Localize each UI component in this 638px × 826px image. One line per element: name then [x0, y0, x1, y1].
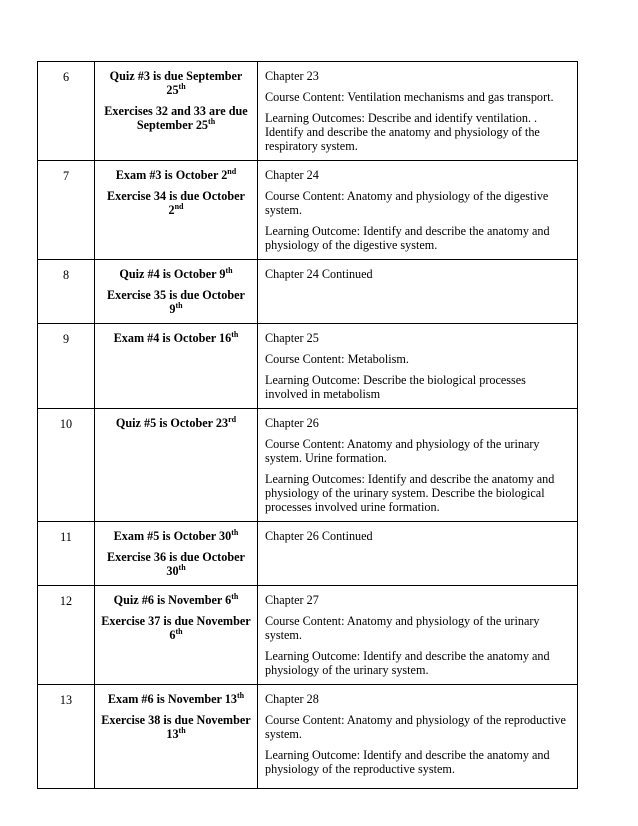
table-row [38, 685, 578, 789]
week-number: 9 [38, 324, 95, 409]
course-content: Course Content: Anatomy and physiology of the urinary system. [265, 614, 540, 642]
deadlines-cell [95, 586, 258, 685]
deadline-item: Quiz #3 is due September 25th [109, 69, 243, 97]
learning-outcome: Learning Outcome: Identify and describe the anatomy and physiology of the digestive system. [265, 224, 550, 252]
deadline-item: Exercise 38 is due November 13th [101, 713, 251, 741]
learning-outcome: Learning Outcomes: Identify and describe the anatomy and physiology of the urinary system. Describe the biological processes involved urine formation. [265, 472, 555, 514]
week-number: 11 [38, 522, 95, 586]
table-row [38, 522, 578, 586]
deadline-item: Exercise 35 is due October 9th [107, 288, 245, 316]
learning-outcome: Learning Outcome: Describe the biological processes involved in metabolism [265, 373, 526, 401]
week-number: 6 [38, 62, 95, 161]
deadline-item: Exercise 36 is due October 30th [107, 550, 245, 578]
deadline-item: Exam #5 is October 30th [113, 527, 239, 543]
chapter-title: Chapter 24 [265, 168, 319, 182]
deadlines-cell [95, 409, 258, 522]
table-row [38, 409, 578, 522]
deadline-item: Exercise 34 is due October 2nd [107, 189, 245, 217]
chapter-title: Chapter 26 Continued [265, 529, 373, 543]
table-row [38, 324, 578, 409]
deadline-item: Quiz #4 is October 9th [119, 265, 233, 281]
topics-cell [258, 62, 578, 161]
deadlines-cell [95, 685, 258, 789]
topics-cell [258, 522, 578, 586]
table-row [38, 260, 578, 324]
topics-cell [258, 161, 578, 260]
deadlines-cell [95, 260, 258, 324]
topics-cell [258, 324, 578, 409]
course-content: Course Content: Anatomy and physiology of the reproductive system. [265, 713, 566, 741]
deadline-item: Exercise 37 is due November 6th [101, 614, 251, 642]
deadline-item: Quiz #6 is November 6th [113, 591, 239, 607]
deadlines-cell [95, 522, 258, 586]
chapter-title: Chapter 23 [265, 69, 319, 83]
week-number: 13 [38, 685, 95, 789]
course-content: Course Content: Metabolism. [265, 352, 409, 366]
deadline-item: Exam #6 is November 13th [107, 690, 245, 706]
deadline-item: Exam #4 is October 16th [113, 329, 239, 345]
deadlines-cell [95, 62, 258, 161]
topics-cell [258, 260, 578, 324]
course-content: Course Content: Anatomy and physiology of the urinary system. Urine formation. [265, 437, 540, 465]
week-number: 7 [38, 161, 95, 260]
chapter-title: Chapter 27 [265, 593, 319, 607]
chapter-title: Chapter 24 Continued [265, 267, 373, 281]
topics-cell [258, 409, 578, 522]
table-row [38, 161, 578, 260]
deadlines-cell [95, 324, 258, 409]
topics-cell [258, 586, 578, 685]
table-row [38, 586, 578, 685]
learning-outcome: Learning Outcome: Identify and describe the anatomy and physiology of the reproductive system. [265, 748, 550, 776]
deadline-item: Exam #3 is October 2nd [115, 166, 237, 182]
topics-cell [258, 685, 578, 789]
week-number: 12 [38, 586, 95, 685]
chapter-title: Chapter 28 [265, 692, 319, 706]
chapter-title: Chapter 25 [265, 331, 319, 345]
course-content: Course Content: Ventilation mechanisms and gas transport. [265, 90, 554, 104]
learning-outcome: Learning Outcomes: Describe and identify ventilation. . Identify and describe the anatomy and physiology of the respiratory system. [265, 111, 540, 153]
course-content: Course Content: Anatomy and physiology of the digestive system. [265, 189, 549, 217]
chapter-title: Chapter 26 [265, 416, 319, 430]
deadline-item: Quiz #5 is October 23rd [115, 414, 237, 430]
deadline-item: Exercises 32 and 33 are due September 25th [104, 104, 248, 132]
week-number: 8 [38, 260, 95, 324]
table-row [38, 62, 578, 161]
learning-outcome: Learning Outcome: Identify and describe the anatomy and physiology of the urinary system. [265, 649, 550, 677]
deadlines-cell [95, 161, 258, 260]
week-number: 10 [38, 409, 95, 522]
course-schedule-table [37, 61, 578, 789]
